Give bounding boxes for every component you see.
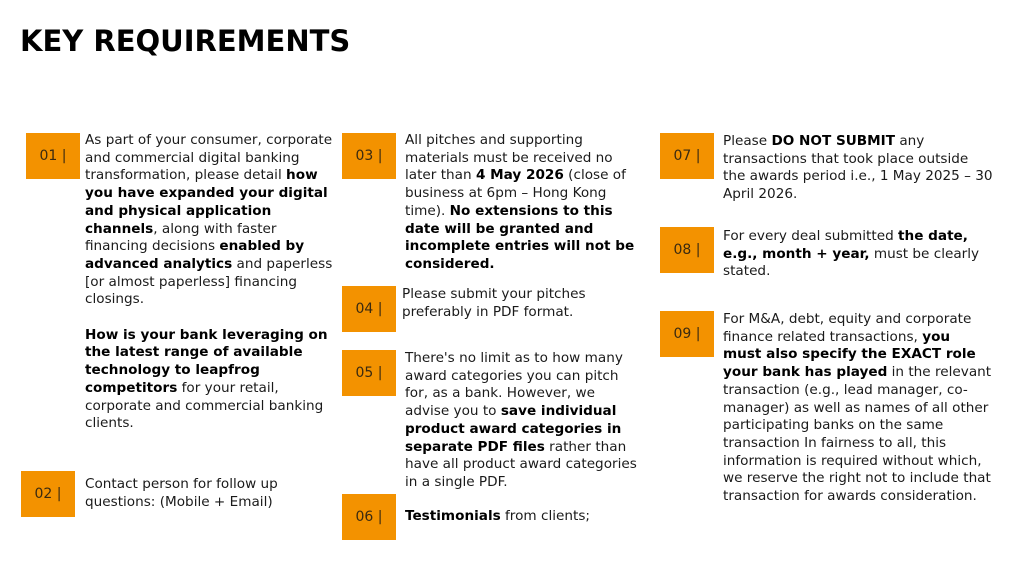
text-run: For M&A, debt, equity and corporate finance related transactions,: [723, 311, 972, 345]
bold-text: save individual product award categories in separate PDF files: [405, 403, 622, 455]
text-run: , along with faster financing decisions: [85, 220, 277, 255]
paragraph: [402, 286, 632, 321]
text-run: must be clearly stated.: [723, 245, 980, 280]
bold-text: No extensions to this date will be granted and incomplete entries will not be considered.: [405, 202, 635, 272]
paragraph: [85, 476, 325, 511]
bold-text: you must also specify the EXACT role your bank has played: [723, 328, 976, 381]
item-03-badge: 03 |: [342, 133, 396, 179]
text-run: Please submit your pitches preferably in PDF format.: [402, 286, 586, 320]
item-02-badge: 02 |: [21, 471, 75, 517]
paragraph: [85, 327, 335, 433]
bold-text: DO NOT SUBMIT: [771, 133, 895, 149]
paragraph: [723, 228, 993, 281]
paragraph: [405, 350, 641, 492]
bold-text: enabled by advanced analytics: [85, 238, 305, 272]
text-run: and paperless [or almost paperless] financing closings.: [85, 255, 333, 308]
item-09-text: [723, 311, 993, 506]
bold-text: 4 May 2026: [475, 167, 564, 184]
item-08-text: [723, 228, 993, 281]
item-03-text: [405, 132, 645, 274]
item-08-badge: 08 |: [660, 227, 714, 273]
item-05-text: [405, 350, 641, 492]
item-05-badge: 05 |: [342, 350, 396, 396]
bold-text: the date, e.g., month + year,: [723, 228, 968, 262]
text-run: from clients;: [500, 508, 590, 524]
text-run: There's no limit as to how many award categories you can pitch for, as a bank. However, we advise you to: [405, 350, 623, 420]
paragraph: [723, 133, 993, 204]
text-run: Contact person for follow up questions: (Mobile + Email): [85, 476, 278, 510]
item-06-text: [405, 508, 641, 526]
item-07-badge: 07 |: [660, 133, 714, 179]
text-run: in the relevant transaction (e.g., lead manager, co-manager) as well as names of all other participating banks on the same transaction In fairness to all, this information is required without which, we reserve the right not to include that transaction for awards consideration.: [723, 364, 992, 505]
item-02-text: [85, 476, 325, 511]
item-04-text: [402, 286, 632, 321]
text-run: All pitches and supporting materials must be received no later than: [405, 132, 613, 184]
paragraph: [85, 132, 335, 309]
text-run: any transactions that took place outside the awards period i.e., 1 May 2025 – 30 April 2026.: [723, 133, 993, 203]
item-07-text: [723, 133, 993, 204]
text-run: Please: [723, 133, 772, 149]
text-run: As part of your consumer, corporate and commercial digital banking transformation, please detail: [85, 132, 333, 184]
bold-text: How is your bank leveraging on the latest range of available technology to leapfrog competitors: [85, 326, 328, 396]
item-01-text: [85, 132, 335, 433]
paragraph: [405, 508, 641, 526]
text-run: (close of business at 6pm – Hong Kong time).: [405, 167, 626, 219]
text-run: For every deal submitted: [723, 228, 899, 244]
bold-text: Testimonials: [405, 508, 501, 524]
paragraph: [405, 132, 645, 274]
text-run: for your retail, corporate and commercial banking clients.: [85, 379, 324, 432]
bold-text: how you have expanded your digital and physical application channels: [85, 167, 328, 237]
item-04-badge: 04 |: [342, 286, 396, 332]
item-09-badge: 09 |: [660, 311, 714, 357]
text-run: rather than have all product award categories in a single PDF.: [405, 438, 637, 490]
page-title: KEY REQUIREMENTS: [20, 24, 351, 58]
item-01-badge: 01 |: [26, 133, 80, 179]
item-06-badge: 06 |: [342, 494, 396, 540]
paragraph: [723, 311, 993, 506]
